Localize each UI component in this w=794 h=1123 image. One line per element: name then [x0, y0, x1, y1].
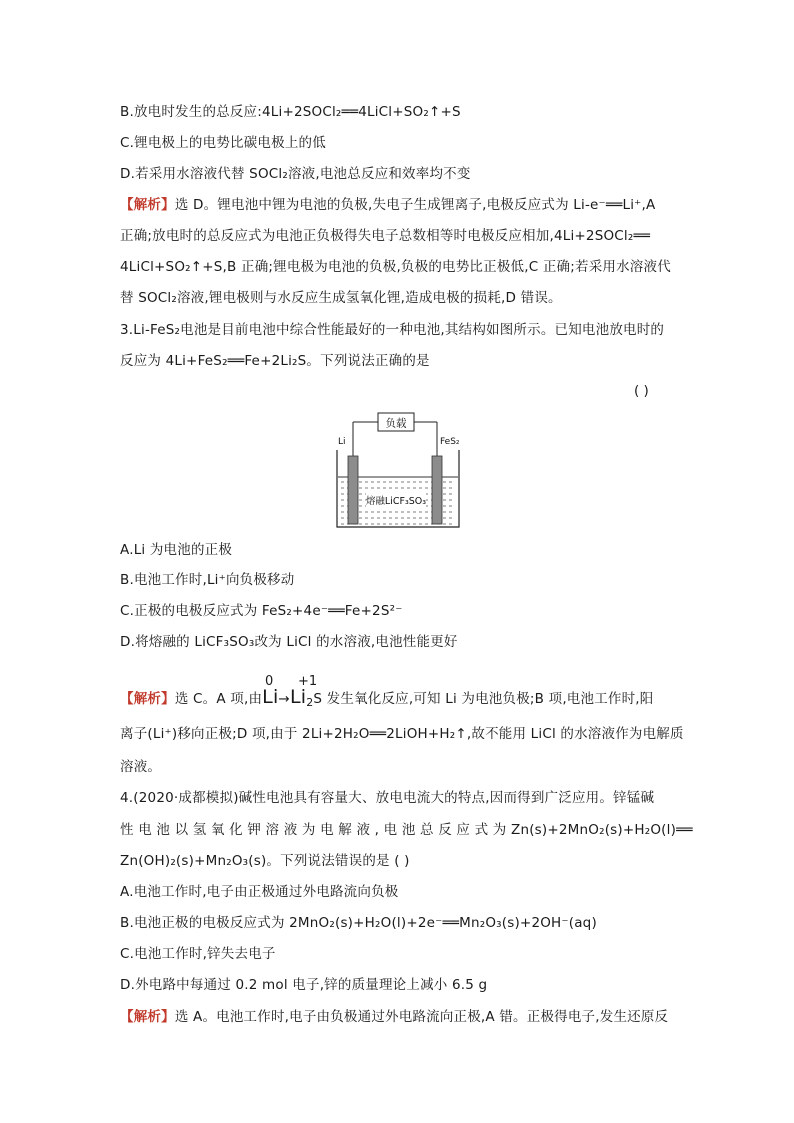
- explanation-text: 选 D。锂电池中锂为电池的负极,失电子生成锂离子,电极反应式为 Li-e⁻══Li⁺,A: [174, 197, 656, 213]
- battery-diagram: [333, 406, 463, 531]
- q4-option-c: C.电池工作时,锌失去电子: [120, 946, 276, 962]
- oxidation-state-plus-one: +1: [298, 674, 318, 689]
- q4-explanation-line-1: [120, 1007, 668, 1027]
- explanation-tag: 【解析】: [120, 691, 175, 707]
- q2-option-b: B.放电时发生的总反应:4Li+2SOCl₂══4LiCl+SO₂↑+S: [120, 104, 461, 120]
- q2-option-d: D.若采用水溶液代替 SOCl₂溶液,电池总反应和效率均不变: [120, 166, 471, 182]
- right-electrode-label: FeS₂: [440, 437, 460, 447]
- q2-explanation-line-2: 正确;放电时的总反应式为电池正负极得失电子总数相等时电极反应相加,4Li+2SOCl₂══: [120, 228, 651, 244]
- q4-option-d: D.外电路中每通过 0.2 mol 电子,锌的质量理论上减小 6.5 g: [120, 977, 488, 993]
- explanation-text: 选 C。A 项,由: [174, 691, 263, 707]
- q3-stem-line-1: 3.Li-FeS₂电池是目前电池中综合性能最好的一种电池,其结构如图所示。已知电池放电时的: [120, 322, 665, 338]
- oxidation-state-zero: 0: [265, 674, 274, 689]
- reaction-arrow-icon: →: [278, 691, 290, 707]
- q3-explanation-line-1: [120, 687, 654, 713]
- q4-option-a: A.电池工作时,电子由正极通过外电路流向负极: [120, 884, 399, 900]
- q2-explanation-line-3: 4LiCl+SO₂↑+S,B 正确;锂电极为电池的负极,负极的电势比正极低,C 正确;若采用水溶液代: [120, 259, 671, 275]
- q3-answer-bracket: ( ): [634, 383, 649, 399]
- explanation-text: 选 A。电池工作时,电子由负极通过外电路流向正极,A 错。正极得电子,发生还原反: [174, 1009, 669, 1025]
- q3-explanation-line-2: 离子(Li⁺)移向正极;D 项,由于 2Li+2H₂O══2LiOH+H₂↑,故不能用 LiCl 的水溶液作为电解质: [120, 726, 684, 742]
- lithium-symbol: Li: [262, 686, 279, 708]
- q3-option-b: B.电池工作时,Li⁺向负极移动: [120, 572, 295, 588]
- left-electrode-label: Li: [338, 437, 346, 447]
- electrolyte-label: 熔融LiCF₃SO₃: [365, 496, 427, 507]
- load-label: 负载: [385, 417, 407, 430]
- subscript-two: 2: [306, 696, 314, 709]
- q3-option-a: A.Li 为电池的正极: [120, 542, 233, 558]
- lithium-sulfide-symbol: Li: [289, 686, 307, 708]
- q4-stem-line-2: 性 电 池 以 氢 氧 化 钾 溶 液 为 电 解 液 , 电 池 总 反 应 式 为 Zn(s)+2MnO₂(s)+H₂O(l)══: [120, 822, 693, 838]
- q2-option-c: C.锂电极上的电势比碳电极上的低: [120, 135, 326, 151]
- right-electrode: [432, 456, 442, 524]
- q3-stem-line-2: 反应为 4Li+FeS₂══Fe+2Li₂S。下列说法正确的是: [120, 353, 430, 369]
- q3-explanation-line-3: 溶液。: [120, 759, 162, 775]
- explanation-tag: 【解析】: [120, 197, 175, 213]
- left-electrode: [348, 456, 358, 524]
- q2-explanation-line-4: 替 SOCl₂溶液,锂电极则与水反应生成氢氧化锂,造成电极的损耗,D 错误。: [120, 290, 562, 306]
- q4-option-b: B.电池正极的电极反应式为 2MnO₂(s)+H₂O(l)+2e⁻══Mn₂O₃(s)+2OH⁻(aq): [120, 915, 597, 931]
- q4-stem-line-3: Zn(OH)₂(s)+Mn₂O₃(s)。下列说法错误的是 ( ): [120, 853, 410, 869]
- explanation-text-continued: S 发生氧化反应,可知 Li 为电池负极;B 项,电池工作时,阳: [313, 691, 654, 707]
- q2-explanation-line-1: [120, 195, 655, 215]
- explanation-tag: 【解析】: [120, 1009, 175, 1025]
- q3-option-c: C.正极的电极反应式为 FeS₂+4e⁻══Fe+2S²⁻: [120, 603, 403, 619]
- q3-option-d: D.将熔融的 LiCF₃SO₃改为 LiCl 的水溶液,电池性能更好: [120, 634, 458, 650]
- q4-stem-line-1: 4.(2020·成都模拟)碱性电池具有容量大、放电电流大的特点,因而得到广泛应用。锌锰碱: [120, 790, 655, 806]
